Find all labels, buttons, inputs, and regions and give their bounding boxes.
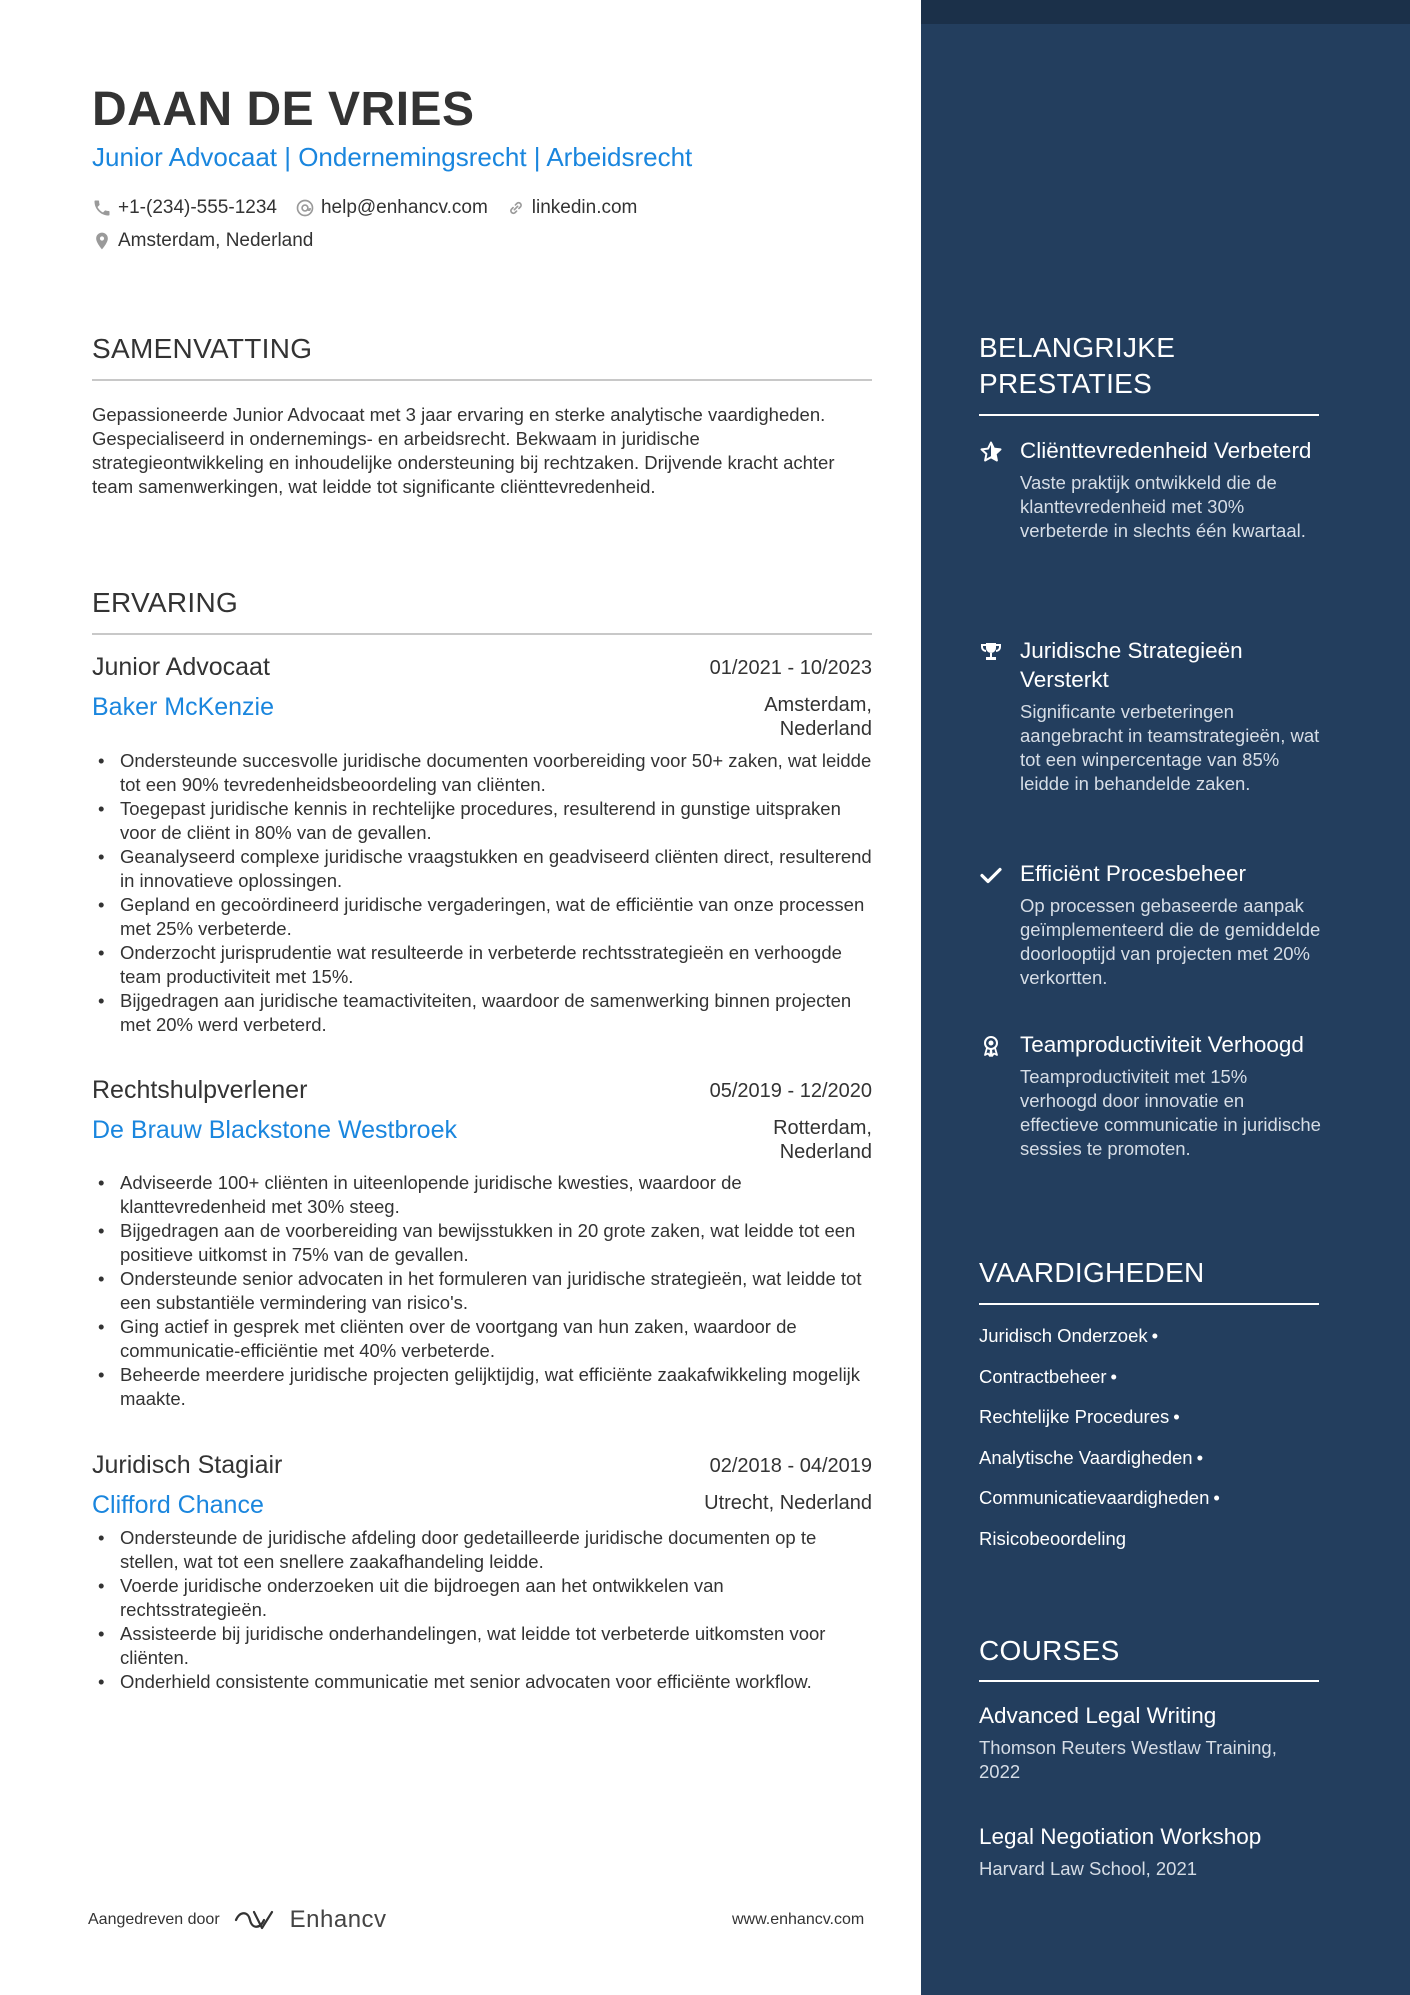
achievements-divider — [979, 414, 1319, 416]
contact-location — [92, 230, 313, 252]
job-bullet: • Assisteerde bij juridische onderhandelingen, wat leidde tot verbeterde uitkomsten voor cliënten. — [92, 1622, 872, 1670]
phone-icon — [92, 198, 112, 218]
contact-email — [295, 197, 488, 219]
powered-by-text: Aangedreven door — [88, 1911, 220, 1928]
contact-phone — [92, 197, 277, 219]
star-icon — [979, 440, 1003, 464]
job-role: Rechtshulpverlener — [92, 1076, 308, 1104]
contact-row-1 — [92, 197, 655, 219]
course-organization: Thomson Reuters Westlaw Training, 2022 — [979, 1737, 1277, 1782]
achievement-description: Significante verbeteringen aangebracht in teamstrategieën, wat tot een winpercentage van 85% leidde in behandelde zaken. — [1020, 701, 1320, 794]
trophy-icon — [979, 640, 1003, 664]
experience-heading: ERVARING — [92, 587, 239, 618]
achievement-description: Op processen gebaseerde aanpak geïmplementeerd die de gemiddelde doorlooptijd van projecten met 20% verkortten. — [1020, 895, 1321, 988]
location-text: Amsterdam, Nederland — [118, 230, 314, 251]
job-entry — [92, 653, 872, 1037]
achievement-title: Teamproductiviteit Verhoogd — [1020, 1032, 1304, 1057]
job-bullet: • Ondersteunde de juridische afdeling door gedetailleerde juridische documenten op te stellen, wat tot een snellere zaakafhandeling leidde. — [92, 1526, 872, 1574]
at-icon — [295, 198, 315, 218]
job-role: Junior Advocaat — [92, 653, 270, 681]
course-item — [979, 1701, 1319, 1784]
brand-name: Enhancv — [289, 1906, 387, 1933]
linkedin-text: linkedin.com — [531, 197, 638, 218]
job-bullets — [92, 749, 872, 1037]
job-location: Amsterdam, Nederland — [764, 694, 872, 740]
email-text: help@enhancv.com — [320, 197, 488, 218]
job-bullets — [92, 1171, 872, 1411]
footer-url[interactable]: www.enhancv.com — [732, 1911, 865, 1928]
sidebar — [921, 0, 1410, 1995]
footer-powered-by — [88, 1906, 387, 1934]
enhancv-logo-icon — [232, 1907, 280, 1933]
job-bullet: • Onderhield consistente communicatie met senior advocaten voor efficiënte workflow. — [92, 1670, 872, 1694]
course-organization: Harvard Law School, 2021 — [979, 1858, 1198, 1879]
job-date: 02/2018 - 04/2019 — [709, 1455, 872, 1477]
achievement-item — [979, 436, 1324, 543]
course-item — [979, 1822, 1319, 1881]
job-bullets — [92, 1526, 872, 1694]
job-role: Juridisch Stagiair — [92, 1451, 283, 1479]
courses-heading: COURSES — [979, 1635, 1120, 1666]
skills-heading: VAARDIGHEDEN — [979, 1257, 1205, 1288]
achievement-item — [979, 1030, 1324, 1161]
job-bullet: • Bijgedragen aan de voorbereiding van bewijsstukken in 20 grote zaken, wat leidde tot een positieve uitkomst in 75% van de gevallen. — [92, 1219, 872, 1267]
job-company: De Brauw Blackstone Westbroek — [92, 1116, 457, 1144]
job-bullet: • Geanalyseerd complexe juridische vraagstukken en geadviseerd cliënten direct, resulterend in innovatieve oplossingen. — [92, 845, 872, 893]
skills-list — [979, 1324, 1319, 1567]
phone-text: +1-(234)-555-1234 — [118, 197, 277, 218]
check-icon — [979, 863, 1003, 887]
summary-text: Gepassioneerde Junior Advocaat met 3 jaar ervaring en sterke analytische vaardigheden. Gespecialiseerd in ondernemings- en arbeidsrecht. Bekwaam in juridische strategieontwikkeling en inhoudelijke ondersteuning bij rechtzaken. Drijvende kracht achter team samenwerkingen, wat leidde tot significante cliënttevredenheid. — [92, 404, 835, 497]
skill-item: Communicatievaardigheden • — [979, 1487, 1220, 1508]
job-date: 01/2021 - 10/2023 — [709, 657, 872, 679]
job-bullet: • Ondersteunde senior advocaten in het formuleren van juridische strategieën, wat leidde tot een substantiële vermindering van risico's. — [92, 1267, 872, 1315]
achievement-description: Vaste praktijk ontwikkeld die de klanttevredenheid met 30% verbeterde in slechts één kwartaal. — [1020, 472, 1306, 541]
job-bullet: • Adviseerde 100+ cliënten in uiteenlopende juridische kwesties, waardoor de klanttevredenheid met 30% steeg. — [92, 1171, 872, 1219]
job-bullet: • Ondersteunde succesvolle juridische documenten voorbereiding voor 50+ zaken, wat leidde tot een 90% tevredenheidsbeoordeling van cliënten. — [92, 749, 872, 797]
job-bullet: • Toegepast juridische kennis in rechtelijke procedures, resulterend in gunstige uitspraken voor de cliënt in 80% van de gevallen. — [92, 797, 872, 845]
summary-divider — [92, 379, 872, 381]
job-bullet: • Onderzocht jurisprudentie wat resulteerde in verbeterde rechtsstrategieën en verhoogde team productiviteit met 15%. — [92, 941, 872, 989]
job-entry — [92, 1076, 872, 1411]
job-bullet: • Voerde juridische onderzoeken uit die bijdroegen aan het ontwikkelen van rechtsstrategieën. — [92, 1574, 872, 1622]
job-company: Baker McKenzie — [92, 693, 275, 721]
experience-divider — [92, 633, 872, 635]
candidate-name: DAAN DE VRIES — [92, 83, 475, 136]
candidate-title: Junior Advocaat | Ondernemingsrecht | Arbeidsrecht — [92, 142, 693, 172]
course-name: Legal Negotiation Workshop — [979, 1824, 1262, 1849]
job-entry — [92, 1451, 872, 1694]
link-icon — [506, 198, 526, 218]
job-company: Clifford Chance — [92, 1491, 264, 1519]
contact-row-2 — [92, 230, 331, 252]
job-location: Rotterdam, Nederland — [773, 1117, 872, 1163]
contact-linkedin — [506, 197, 638, 219]
achievement-title: Juridische Strategieën Versterkt — [1020, 638, 1243, 692]
award-icon — [979, 1034, 1003, 1058]
summary-heading: SAMENVATTING — [92, 333, 313, 364]
sidebar-top-bar — [921, 0, 1410, 24]
achievements-heading: BELANGRIJKE PRESTATIES — [979, 332, 1176, 399]
skill-item: Analytische Vaardigheden • — [979, 1446, 1204, 1468]
job-bullet: • Bijgedragen aan juridische teamactiviteiten, waardoor de samenwerking binnen projecten met 20% werd verbeterd. — [92, 989, 872, 1037]
location-pin-icon — [92, 231, 112, 251]
job-bullet: • Gepland en gecoördineerd juridische vergaderingen, wat de efficiëntie van onze processen met 25% verbeterde. — [92, 893, 872, 941]
achievement-item — [979, 859, 1324, 990]
skills-divider — [979, 1303, 1319, 1305]
achievement-item — [979, 636, 1324, 796]
job-bullet: • Ging actief in gesprek met cliënten over de voortgang van hun zaken, waardoor de communicatie-efficiëntie met 40% verbeterde. — [92, 1315, 872, 1363]
achievement-description: Teamproductiviteit met 15% verhoogd door innovatie en effectieve communicatie in juridische sessies te promoten. — [1020, 1066, 1321, 1159]
courses-divider — [979, 1680, 1319, 1682]
skill-item: Rechtelijke Procedures • — [979, 1406, 1180, 1427]
skill-item: Juridisch Onderzoek • — [979, 1325, 1159, 1346]
achievement-title: Cliënttevredenheid Verbeterd — [1020, 438, 1312, 463]
course-name: Advanced Legal Writing — [979, 1703, 1217, 1728]
job-location: Utrecht, Nederland — [704, 1492, 872, 1514]
job-date: 05/2019 - 12/2020 — [709, 1080, 872, 1102]
achievement-title: Efficiënt Procesbeheer — [1020, 861, 1246, 886]
skill-item: Contractbeheer • — [979, 1365, 1118, 1387]
skill-item: Risicobeoordeling — [979, 1527, 1127, 1549]
job-bullet: • Beheerde meerdere juridische projecten gelijktijdig, wat efficiënte zaakafwikkeling mogelijk maakte. — [92, 1363, 872, 1411]
